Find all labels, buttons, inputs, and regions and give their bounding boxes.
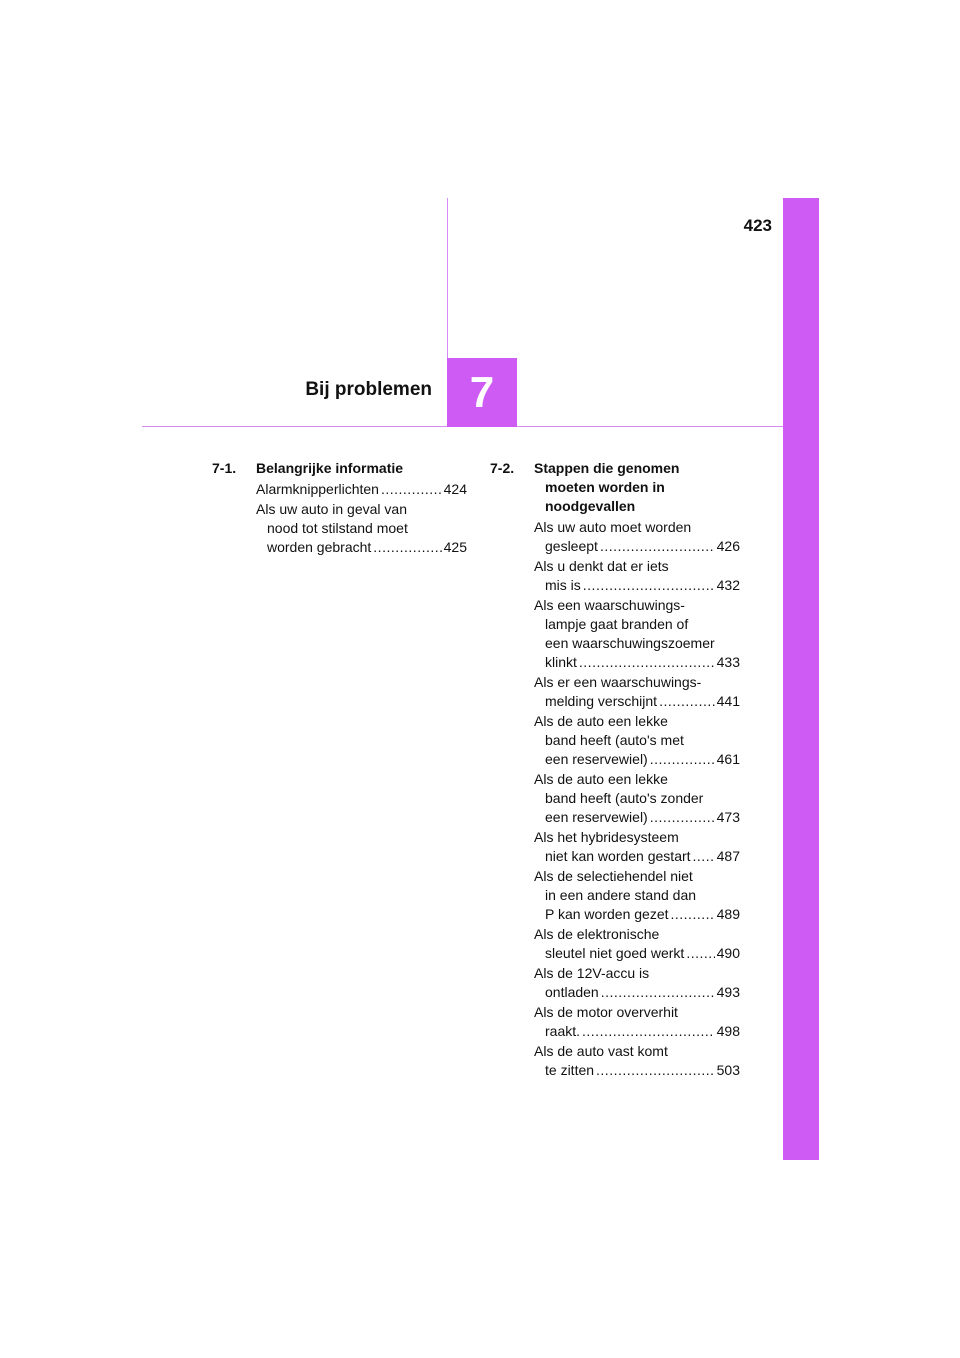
toc-entry-line: band heeft (auto's zonder <box>545 790 704 806</box>
dot-leader <box>601 983 715 1002</box>
toc-entry <box>534 1042 740 1080</box>
section-heading <box>490 459 740 516</box>
section-number: 7-2. <box>490 460 515 476</box>
page-number: 423 <box>743 216 772 235</box>
toc-entry-line: Als het hybridesysteem <box>534 829 679 845</box>
toc-page-number: 426 <box>716 538 740 554</box>
toc-entry-text: klinkt <box>545 654 577 670</box>
toc-page-number: 425 <box>443 539 467 555</box>
chapter-side-tab <box>783 198 819 1160</box>
section-title-line: noodgevallen <box>545 498 636 514</box>
section-title-line: moeten worden in <box>545 479 665 495</box>
toc-entry <box>534 828 740 866</box>
dot-leader <box>579 653 715 672</box>
toc-entry-text: niet kan worden gestart <box>545 848 691 864</box>
toc-entry-line: in een andere stand dan <box>545 887 697 903</box>
dot-leader <box>582 1022 715 1041</box>
divider-vertical <box>447 198 448 358</box>
toc-entry-line <box>534 905 740 924</box>
toc-entry-line: Als de auto vast komt <box>534 1043 668 1059</box>
dot-leader <box>381 480 442 499</box>
toc-entry-line: Als de selectiehendel niet <box>534 868 693 884</box>
toc-entry-text: gesleept <box>545 538 598 554</box>
toc-entry-text: worden gebracht <box>267 539 372 555</box>
section-title <box>256 459 467 478</box>
dot-leader <box>693 847 715 866</box>
section-number: 7-1. <box>212 460 237 476</box>
toc-page-number: 432 <box>716 577 740 593</box>
toc-page-number: 490 <box>716 945 740 961</box>
toc-entry-line <box>534 750 740 769</box>
toc-page-number: 433 <box>716 654 740 670</box>
toc-page-number: 461 <box>716 751 740 767</box>
toc-entry-line <box>534 1061 740 1080</box>
toc-page-number: 473 <box>716 809 740 825</box>
toc-entry-line: Als u denkt dat er iets <box>534 558 669 574</box>
dot-leader <box>600 537 715 556</box>
toc-entry <box>256 500 467 557</box>
section-title <box>534 459 740 516</box>
toc-entry-line: Als de auto een lekke <box>534 771 668 787</box>
toc-entry-line <box>534 847 740 866</box>
toc-entry-text: raakt. <box>545 1023 581 1039</box>
toc-entry-line: Als de motor oververhit <box>534 1004 678 1020</box>
toc-entry-line <box>534 653 740 672</box>
toc-entry <box>534 596 740 672</box>
dot-leader <box>650 808 715 827</box>
dot-leader <box>686 944 714 963</box>
toc-column-right <box>490 459 740 1081</box>
toc-entry <box>534 557 740 595</box>
section-heading <box>212 459 467 478</box>
toc-entry-line: Als de 12V-accu is <box>534 965 650 981</box>
dot-leader <box>596 1061 715 1080</box>
toc-entry-text: melding verschijnt <box>545 693 658 709</box>
toc-page-number: 503 <box>716 1062 740 1078</box>
dot-leader <box>583 576 715 595</box>
toc-column-left <box>212 459 467 558</box>
toc-entry <box>256 480 467 499</box>
toc-entry-line: band heeft (auto's met <box>545 732 684 748</box>
dot-leader <box>659 692 715 711</box>
toc-entry-line: Als uw auto moet worden <box>534 519 692 535</box>
toc-entry-line <box>534 983 740 1002</box>
toc-entry <box>534 925 740 963</box>
toc-entry-line <box>534 944 740 963</box>
toc-entry-line <box>534 808 740 827</box>
toc-page-number: 489 <box>716 906 740 922</box>
toc-entry-text: sleutel niet goed werkt <box>545 945 685 961</box>
toc-entry-text: Alarmknipperlichten <box>256 481 379 497</box>
toc-entry-line <box>534 1022 740 1041</box>
toc-entry-line: een waarschuwingszoemer <box>545 635 715 651</box>
toc-entry-text: mis is <box>545 577 581 593</box>
toc-entry-text: een reservewiel) <box>545 751 648 767</box>
dot-leader <box>373 538 441 557</box>
toc-entry <box>534 1003 740 1041</box>
toc-entry-list <box>534 518 740 1080</box>
toc-entry-line: nood tot stilstand moet <box>267 520 408 536</box>
toc-entry-text: P kan worden gezet <box>545 906 669 922</box>
toc-page-number: 441 <box>716 693 740 709</box>
toc-page-number: 498 <box>716 1023 740 1039</box>
toc-entry <box>534 518 740 556</box>
toc-page-number: 493 <box>716 984 740 1000</box>
toc-page-number: 487 <box>716 848 740 864</box>
toc-entry-line <box>534 537 740 556</box>
toc-entry-line <box>256 480 467 499</box>
chapter-title: Bij problemen <box>305 379 432 400</box>
toc-entry-text: te zitten <box>545 1062 595 1078</box>
toc-entry-line: Als de auto een lekke <box>534 713 668 729</box>
chapter-number-box: 7 <box>447 358 517 427</box>
toc-entry-line: lampje gaat branden of <box>545 616 689 632</box>
toc-entry-list <box>256 480 467 557</box>
toc-entry-line <box>534 692 740 711</box>
toc-entry <box>534 964 740 1002</box>
toc-entry-line <box>256 538 467 557</box>
toc-entry-text: ontladen <box>545 984 599 1000</box>
toc-entry-line: Als uw auto in geval van <box>256 501 407 517</box>
toc-page-number: 424 <box>443 481 467 497</box>
toc-entry <box>534 673 740 711</box>
toc-entry <box>534 712 740 769</box>
dot-leader <box>671 905 715 924</box>
dot-leader <box>650 750 715 769</box>
toc-entry-line: Als er een waarschuwings- <box>534 674 702 690</box>
toc-entry <box>534 770 740 827</box>
toc-entry-line <box>534 576 740 595</box>
section-title-line: Belangrijke informatie <box>256 460 404 476</box>
toc-entry <box>534 867 740 924</box>
toc-entry-line: Als de elektronische <box>534 926 660 942</box>
toc-entry-line: Als een waarschuwings- <box>534 597 685 613</box>
section-title-line: Stappen die genomen <box>534 460 680 476</box>
toc-entry-text: een reservewiel) <box>545 809 648 825</box>
